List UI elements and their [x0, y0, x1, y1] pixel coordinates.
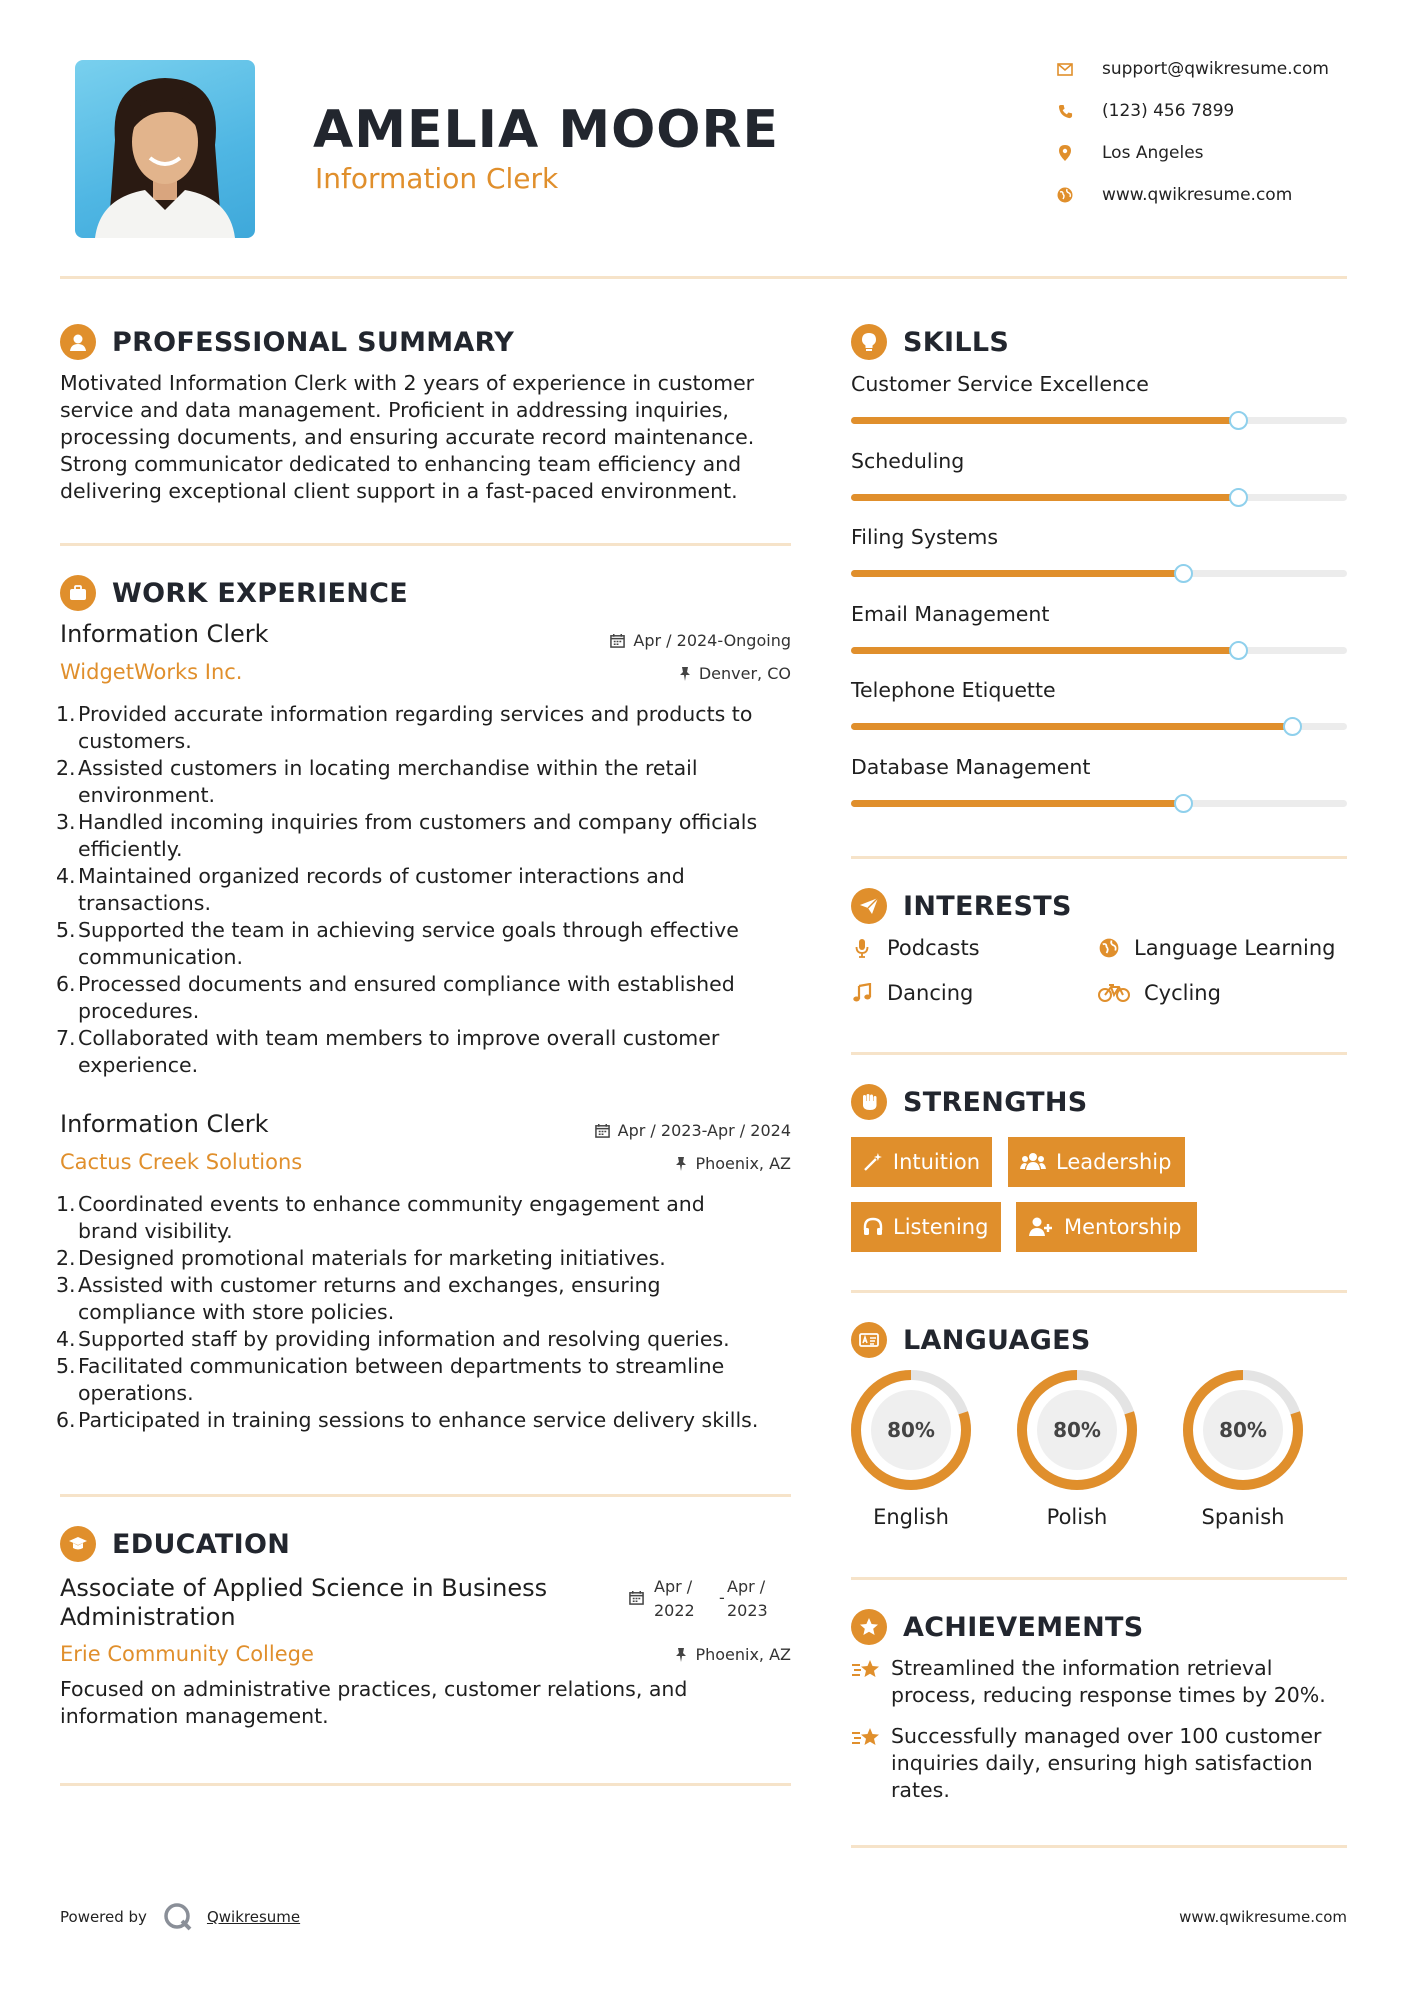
globe-icon	[1098, 938, 1120, 958]
paper-plane-icon	[851, 888, 887, 924]
skill-label: Email Management	[851, 601, 1050, 626]
degree-title: Associate of Applied Science in Business Administration	[60, 1574, 548, 1631]
achievements-divider	[851, 1845, 1347, 1848]
skill-label: Database Management	[851, 754, 1091, 779]
magic-wand-icon	[863, 1152, 883, 1172]
skill-level-bar	[851, 570, 1347, 577]
users-icon	[1020, 1152, 1046, 1172]
job-date: Apr / 2024-Ongoing	[610, 631, 791, 650]
interest-language-learning: Language Learning	[1098, 936, 1335, 960]
interest-cycling: Cycling	[1098, 981, 1221, 1005]
date-separator: -	[719, 1588, 725, 1607]
bicycle-icon	[1098, 984, 1130, 1002]
skills-divider	[851, 856, 1347, 859]
skill-level-knob	[1229, 641, 1248, 660]
job-company: Cactus Creek Solutions	[60, 1150, 303, 1174]
language-progress-ring	[850, 1369, 972, 1491]
education-divider	[60, 1783, 791, 1786]
language-name: Polish	[1046, 1505, 1108, 1529]
language-percent: 80%	[1219, 1418, 1267, 1442]
list-item: 4. Maintained organized records of customer interactions and transactions.	[56, 864, 685, 915]
phone-icon	[1056, 102, 1074, 120]
graduation-icon	[60, 1526, 96, 1562]
user-icon	[60, 324, 96, 360]
skill-level-bar	[851, 723, 1347, 730]
education-location: Phoenix, AZ	[675, 1645, 791, 1664]
list-item: 6. Processed documents and ensured compliance with established procedures.	[56, 972, 735, 1023]
school-name: Erie Community College	[60, 1642, 314, 1666]
section-professional-summary: PROFESSIONAL SUMMARY	[60, 324, 514, 360]
calendar-icon	[629, 1590, 644, 1609]
section-skills: SKILLS	[851, 324, 1009, 360]
skill-level-bar	[851, 800, 1347, 807]
footer-website[interactable]: www.qwikresume.com	[1179, 1908, 1347, 1926]
microphone-icon	[851, 938, 873, 958]
skill-label: Scheduling	[851, 448, 965, 473]
header-divider	[60, 276, 1347, 279]
skill-level-bar	[851, 494, 1347, 501]
language-item	[850, 1369, 972, 1529]
skill-level-fill	[851, 417, 1238, 424]
job-title: Information Clerk	[60, 620, 269, 648]
pushpin-icon	[679, 666, 691, 682]
music-note-icon	[851, 983, 873, 1003]
list-item: 1. Provided accurate information regarding services and products to customers.	[56, 702, 753, 753]
achievement-item: Streamlined the information retrieval process, reducing response times by 20%.	[851, 1655, 1326, 1709]
skill-level-knob	[1283, 717, 1302, 736]
summary-text: Motivated Information Clerk with 2 years of experience in customer service and data management. Proficient in addressing inquiries, processing documents, and ensuring accurate record maintenance. Strong communicator dedicated to enhancing team efficiency and delivering exceptional client support in a fast-paced environment.	[60, 371, 755, 503]
language-name: Spanish	[1201, 1505, 1285, 1529]
job-company: WidgetWorks Inc.	[60, 660, 243, 684]
job-responsibilities	[56, 1191, 800, 1434]
portrait-illustration	[75, 60, 255, 238]
user-plus-icon	[1028, 1217, 1054, 1237]
language-name: English	[873, 1505, 949, 1529]
list-item: 4. Supported staff by providing information and resolving queries.	[56, 1327, 730, 1351]
headphones-icon	[863, 1217, 883, 1237]
section-achievements: ACHIEVEMENTS	[851, 1609, 1144, 1645]
shooting-star-icon	[851, 1723, 891, 1804]
language-progress-ring	[1016, 1369, 1138, 1491]
fist-icon	[851, 1084, 887, 1120]
job-location: Phoenix, AZ	[675, 1154, 791, 1173]
skill-level-fill	[851, 800, 1183, 807]
interest-dancing: Dancing	[851, 981, 973, 1005]
skill-level-knob	[1174, 794, 1193, 813]
calendar-icon	[595, 1123, 610, 1138]
skill-label: Customer Service Excellence	[851, 372, 1149, 396]
section-work-experience: WORK EXPERIENCE	[60, 575, 408, 611]
list-item: 3. Handled incoming inquiries from customers and company officials efficiently.	[56, 810, 758, 861]
section-languages: LANGUAGES	[851, 1322, 1091, 1358]
job-title: Information Clerk	[60, 1110, 269, 1138]
skill-level-knob	[1174, 564, 1193, 583]
pushpin-icon	[675, 1156, 687, 1172]
lightbulb-icon	[851, 324, 887, 360]
profile-photo	[75, 60, 255, 238]
language-card-icon	[851, 1322, 887, 1358]
list-item: 5. Facilitated communication between departments to streamline operations.	[56, 1354, 725, 1405]
contact-phone[interactable]: (123) 456 7899	[1056, 101, 1234, 121]
strength-tag-listening: Listening	[851, 1202, 1001, 1252]
experience-divider	[60, 1494, 791, 1497]
skill-level-bar	[851, 417, 1347, 424]
globe-icon	[1056, 186, 1074, 204]
language-item	[1016, 1369, 1138, 1529]
section-interests: INTERESTS	[851, 888, 1072, 924]
footer-branding: Powered by Qwikresume	[60, 1902, 300, 1932]
list-item: 5. Supported the team in achieving service goals through effective communication.	[56, 918, 739, 969]
achievement-item: Successfully managed over 100 customer inquiries daily, ensuring high satisfaction rates.	[851, 1723, 1321, 1804]
skill-label: Telephone Etiquette	[851, 678, 1056, 702]
strength-tag-leadership: Leadership	[1008, 1137, 1185, 1187]
envelope-icon	[1056, 60, 1074, 78]
candidate-name: AMELIA MOORE	[313, 100, 780, 160]
contact-website[interactable]: www.qwikresume.com	[1056, 185, 1292, 205]
language-percent: 80%	[887, 1418, 935, 1442]
star-badge-icon	[851, 1609, 887, 1645]
map-pin-icon	[1056, 144, 1074, 162]
skill-level-fill	[851, 723, 1292, 730]
skill-level-knob	[1229, 488, 1248, 507]
skill-level-fill	[851, 494, 1238, 501]
strength-tag-mentorship: Mentorship	[1016, 1202, 1197, 1252]
contact-email[interactable]: support@qwikresume.com	[1056, 59, 1329, 79]
candidate-title: Information Clerk	[315, 162, 559, 195]
strengths-divider	[851, 1290, 1347, 1293]
section-education: EDUCATION	[60, 1526, 290, 1562]
summary-divider	[60, 543, 791, 546]
strength-tag-intuition: Intuition	[851, 1137, 992, 1187]
list-item: 1. Coordinated events to enhance community engagement and brand visibility.	[56, 1192, 705, 1243]
list-item: 6. Participated in training sessions to enhance service delivery skills.	[56, 1408, 759, 1432]
footer-brand-link[interactable]: Qwikresume	[206, 1908, 301, 1926]
list-item: 2. Assisted customers in locating merchandise within the retail environment.	[56, 756, 698, 807]
list-item: 2. Designed promotional materials for marketing initiatives.	[56, 1246, 666, 1270]
list-item: 3. Assisted with customer returns and exchanges, ensuring compliance with store policies.	[56, 1273, 661, 1324]
skill-label: Filing Systems	[851, 525, 999, 549]
qwikresume-logo-icon	[163, 1902, 193, 1932]
languages-divider	[851, 1577, 1347, 1580]
language-item	[1182, 1369, 1304, 1529]
education-end-date: Apr / 2023	[727, 1577, 768, 1620]
job-location: Denver, CO	[679, 664, 791, 683]
interest-podcasts: Podcasts	[851, 936, 980, 960]
calendar-icon	[610, 633, 625, 648]
section-strengths: STRENGTHS	[851, 1084, 1088, 1120]
shooting-star-icon	[851, 1655, 891, 1709]
education-description: Focused on administrative practices, customer relations, and information management.	[60, 1677, 688, 1728]
list-item: 7. Collaborated with team members to improve overall customer experience.	[56, 1026, 720, 1077]
interests-divider	[851, 1052, 1347, 1055]
skill-level-fill	[851, 570, 1183, 577]
education-start-date: Apr / 2022	[654, 1577, 695, 1620]
pushpin-icon	[675, 1647, 687, 1663]
briefcase-icon	[60, 575, 96, 611]
language-progress-ring	[1182, 1369, 1304, 1491]
job-date: Apr / 2023-Apr / 2024	[595, 1121, 791, 1140]
contact-location: Los Angeles	[1056, 143, 1204, 163]
skill-level-knob	[1229, 411, 1248, 430]
job-responsibilities	[56, 701, 800, 1079]
skill-level-bar	[851, 647, 1347, 654]
skill-level-fill	[851, 647, 1238, 654]
language-percent: 80%	[1053, 1418, 1101, 1442]
